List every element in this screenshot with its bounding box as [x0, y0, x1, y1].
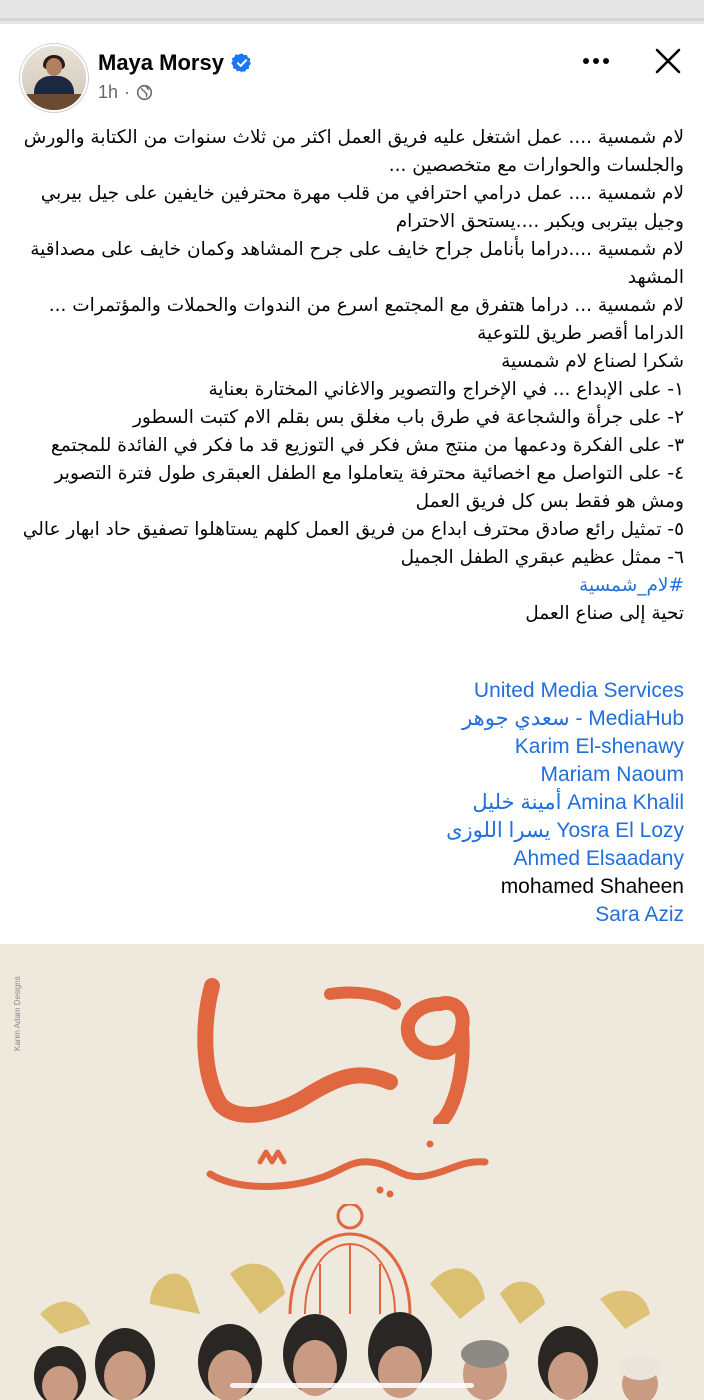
thanks-line: تحية إلى صناع العمل — [525, 603, 684, 624]
post-image[interactable] — [0, 944, 704, 1400]
tag-link[interactable]: Ahmed Elsaadany — [513, 847, 684, 870]
poster-cast-illustration — [0, 1204, 704, 1400]
tag-link[interactable]: Mariam Naoum — [540, 763, 684, 786]
tag-list — [18, 677, 684, 929]
tag-link[interactable]: أمينة خليل Amina Khalil — [472, 791, 684, 814]
post-paragraph: لام شمسية .... عمل اشتغل عليه فريق العمل اكثر من ثلاث سنوات من الكتابة والورش والجلسات والحوارات مع متخصصين ... — [23, 127, 684, 176]
home-indicator — [230, 1383, 474, 1388]
poster-subtitle-calligraphy — [200, 1122, 500, 1202]
post-body — [18, 124, 684, 628]
more-dots-icon — [581, 57, 611, 65]
tag-link[interactable]: Karim El-shenawy — [514, 735, 684, 758]
hashtag-link[interactable]: #لام_شمسية — [579, 575, 684, 596]
tag-link[interactable]: United Media Services — [473, 679, 684, 702]
top-bar — [0, 0, 704, 24]
top-divider — [0, 18, 704, 21]
post-paragraph: شكرا لصناع لام شمسية — [501, 351, 684, 372]
more-options-button[interactable] — [576, 46, 616, 76]
close-icon — [654, 47, 682, 75]
author-row — [98, 48, 253, 78]
post-paragraph: ٥- تمثيل رائع صادق محترف ابداع من فريق العمل كلهم يستاهلوا تصفيق حاد ابهار عالي — [22, 519, 684, 540]
post-paragraph: ٢- على جرأة والشجاعة في طرق باب مغلق بس بقلم الام كتبت السطور — [132, 407, 684, 428]
verified-badge-icon — [231, 52, 253, 74]
author-name[interactable]: Maya Morsy — [98, 50, 224, 75]
post-paragraph: لام شمسية .... عمل درامي احترافي من قلب مهرة محترفين خايفين على جيل بيربي وجيل بيتربى ويكبر ....يستحق الاحترام — [40, 183, 684, 232]
tag-link[interactable]: Sara Aziz — [595, 903, 684, 926]
post-paragraph: لام شمسية ....دراما بأنامل جراح خايف على جرح المشاهد وكمان خايف على مصداقية المشهد — [30, 239, 684, 288]
close-button[interactable] — [648, 44, 688, 78]
post-header — [0, 24, 704, 114]
tag-link[interactable]: يسرا اللوزى Yosra El Lozy — [446, 819, 684, 842]
post-meta — [98, 82, 153, 103]
post-paragraph: ٣- على الفكرة ودعمها من منتج مش فكر في التوزيع قد ما فكر في الفائدة للمجتمع — [50, 435, 684, 456]
tag-text: mohamed Shaheen — [500, 875, 684, 898]
post-paragraph: لام شمسية ... دراما هتفرق مع المجتمع اسرع من الندوات والحملات والمؤتمرات ... الدراما أقصر طريق للتوعية — [48, 295, 684, 344]
post-paragraph: ٦- ممثل عظيم عبقري الطفل الجميل — [400, 547, 684, 568]
meta-separator: · — [124, 82, 131, 102]
poster-side-credit: Karim Adam Designs — [13, 976, 22, 1051]
post-time[interactable]: 1h — [98, 82, 119, 102]
author-avatar[interactable] — [20, 44, 88, 112]
tag-link[interactable]: سعدي جوهر - MediaHub — [462, 707, 684, 730]
post-paragraph: ١- على الإبداع ... في الإخراج والتصوير والاغاني المختارة بعناية — [208, 379, 684, 400]
post-paragraph: ٤- على التواصل مع اخصائية محترفة يتعاملوا مع الطفل العبقرى طول فترة التصوير ومش هو فقط بس كل فريق العمل — [54, 463, 684, 512]
globe-icon — [136, 84, 153, 101]
poster-title-calligraphy — [190, 964, 500, 1124]
